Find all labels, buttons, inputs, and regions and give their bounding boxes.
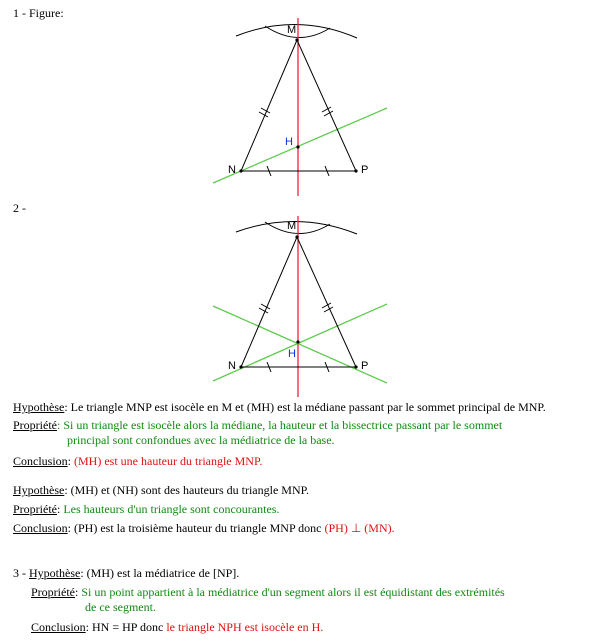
property-label: Propriété [13, 418, 57, 432]
block2-property [13, 502, 279, 517]
point-h [296, 145, 299, 148]
conclusion-label: Conclusion [31, 620, 86, 634]
conclusion-text: : HN = HP donc [85, 620, 167, 634]
block3-property-line2: de ce segment. [85, 600, 156, 614]
block1-conclusion [13, 454, 262, 469]
arc-top [236, 221, 357, 234]
conclusion-isosceles: le triangle NPH est isocèle en H. [166, 620, 324, 634]
label-p: P [361, 164, 369, 176]
hypothesis-label: Hypothèse [13, 483, 65, 497]
hypothesis-text: : Le triangle MNP est isocèle en M et (MH) est la médiane passant par le sommet principal de MNP. [64, 400, 546, 414]
property-colon: : [75, 585, 82, 599]
arc-top [236, 24, 357, 38]
conclusion-label: Conclusion [13, 454, 68, 468]
conclusion-text: (MH) est une hauteur du triangle MNP. [74, 454, 263, 468]
point-p [354, 365, 357, 368]
figure-1 [0, 0, 600, 200]
tick-mark [322, 107, 331, 112]
conclusion-label: Conclusion [13, 521, 68, 535]
point-n [239, 365, 242, 368]
hypothesis-label: Hypothèse [29, 566, 81, 580]
property-colon: : [57, 502, 64, 516]
block2-conclusion [13, 521, 395, 536]
property-label: Propriété [13, 502, 57, 516]
label-m: M [287, 220, 297, 232]
tick-mark [261, 108, 270, 113]
label-m: M [287, 24, 297, 36]
label-h: H [285, 136, 293, 148]
point-p [354, 169, 357, 172]
point-n [239, 169, 242, 172]
conclusion-text: : (PH) est la troisième hauteur du triangle MNP donc [67, 521, 325, 535]
hypothesis-text: : (MH) est la médiatrice de [NP]. [80, 566, 240, 580]
hypothesis-label: Hypothèse [13, 400, 65, 414]
block1-hypothesis [13, 400, 546, 415]
tick-mark [261, 304, 270, 309]
tick-mark [322, 303, 331, 308]
point-m [295, 38, 298, 41]
property-text: : Si un triangle est isocèle alors la médiane, la hauteur et la bissectrice passant par le sommet [57, 418, 503, 432]
section-1-heading: 1 - Figure: [13, 6, 64, 20]
conclusion-colon: : [67, 454, 75, 468]
point-m [295, 235, 298, 238]
property-text: Les hauteurs d'un triangle sont concourantes. [63, 502, 280, 516]
section-2-heading: 2 - [13, 201, 26, 215]
section-3-prefix: 3 - [13, 566, 29, 580]
tick-mark [324, 111, 333, 116]
block1-property [13, 418, 502, 433]
conclusion-perpendicular: (PH) ⊥ (MN). [324, 521, 395, 535]
block3-hypothesis [13, 566, 239, 581]
tick-mark [324, 307, 333, 312]
property-label: Propriété [31, 585, 75, 599]
label-p: P [361, 360, 369, 372]
figure-2 [0, 200, 600, 400]
property-text: Si un point appartient à la médiatrice d'un segment alors il est équidistant des extrémités [81, 585, 505, 599]
block3-property [31, 585, 505, 600]
label-n: N [228, 360, 236, 372]
tick-mark [259, 308, 268, 313]
block1-property-line2: principal sont confondues avec la médiatrice de la base. [67, 433, 335, 447]
point-h [296, 340, 299, 343]
label-n: N [228, 164, 236, 176]
block3-conclusion [31, 620, 323, 635]
label-h: H [288, 348, 296, 360]
tick-mark [259, 112, 268, 117]
block2-hypothesis [13, 483, 309, 498]
hypothesis-text: : (MH) et (NH) sont des hauteurs du triangle MNP. [64, 483, 309, 497]
